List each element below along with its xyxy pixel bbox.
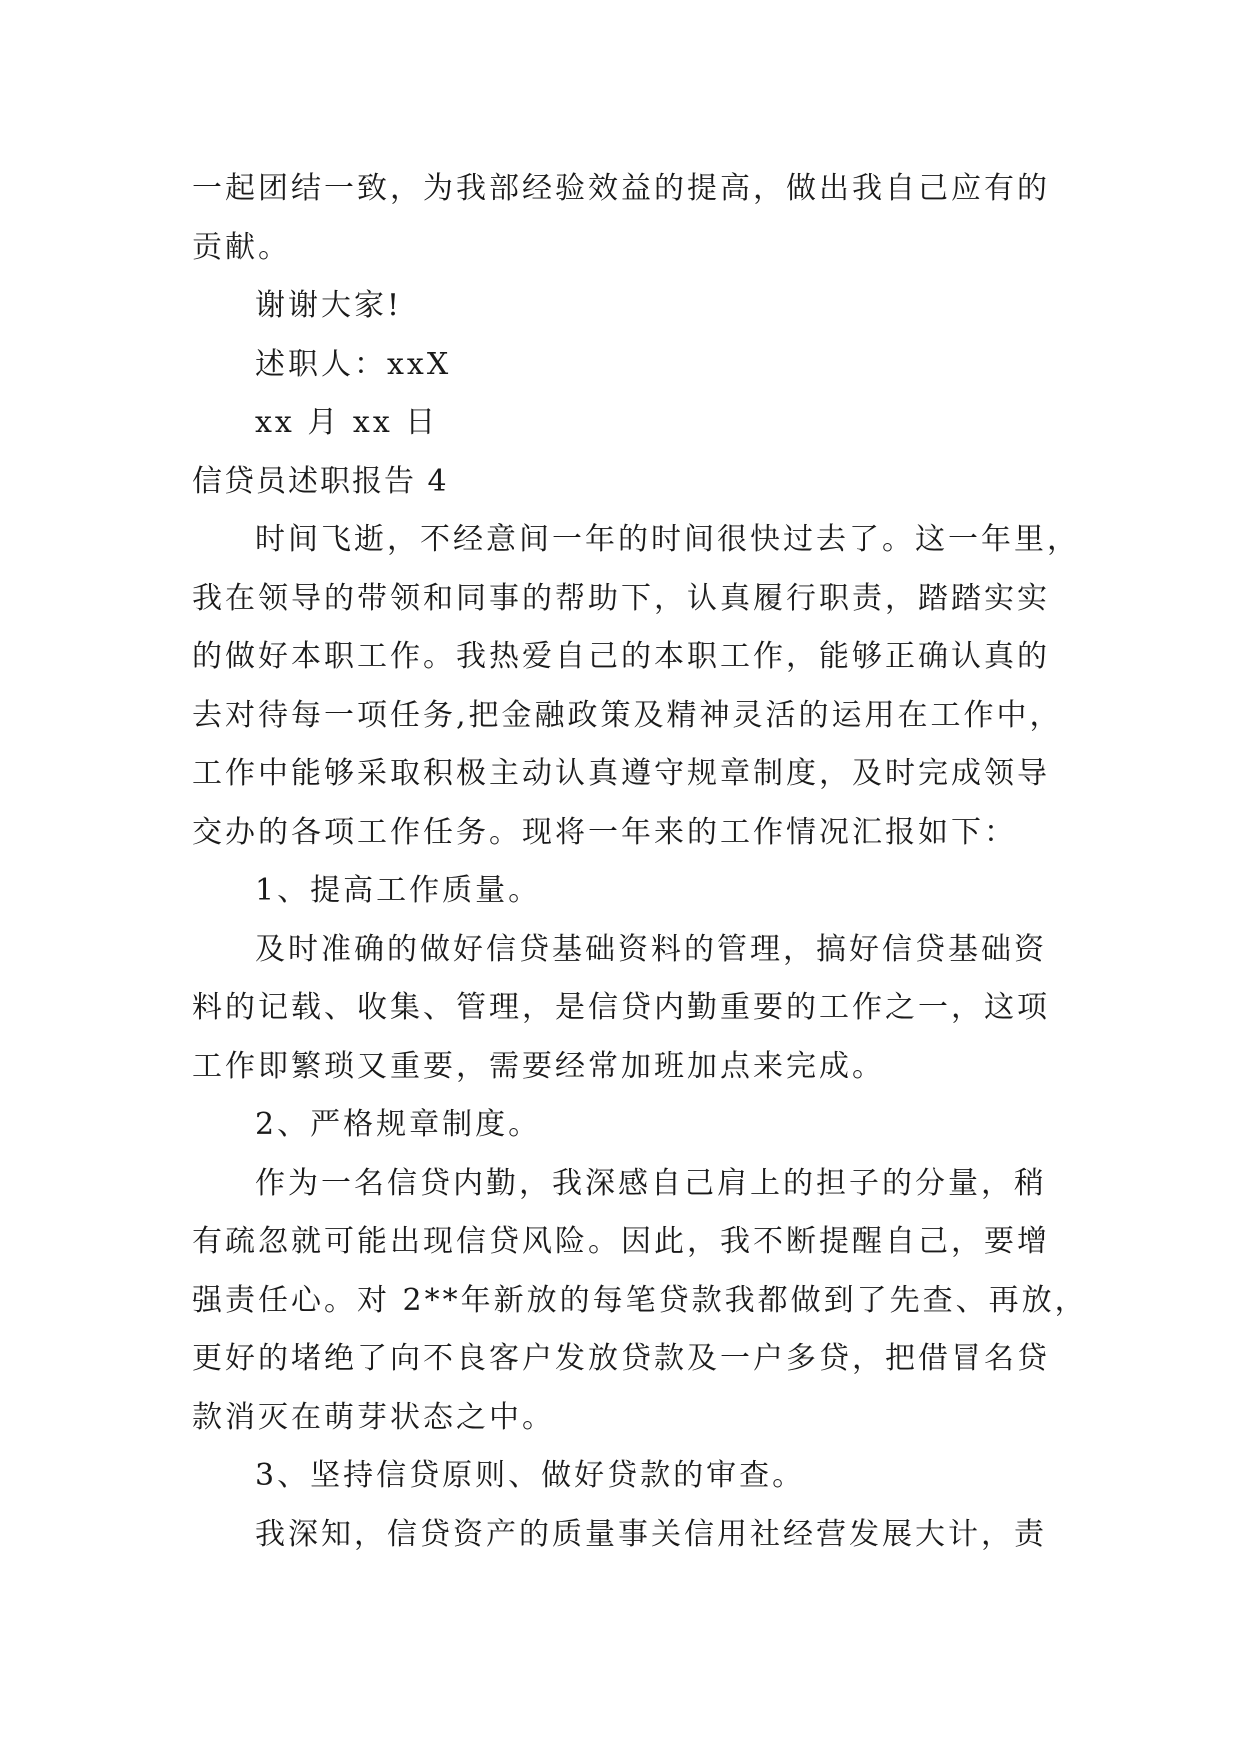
paragraph-line: 贡献。 — [192, 229, 291, 265]
paragraph-line: 款消灭在萌芽状态之中。 — [192, 1399, 555, 1435]
paragraph-line: 时间飞逝，不经意间一年的时间很快过去了。这一年里， — [255, 522, 1080, 557]
paragraph-line: 的做好本职工作。我热爱自己的本职工作，能够正确认真的 — [192, 639, 1050, 674]
section-title: 信贷员述职报告 4 — [192, 463, 449, 499]
paragraph-line: 更好的堵绝了向不良客户发放贷款及一户多贷，把借冒名贷 — [192, 1341, 1050, 1376]
paragraph-line: 及时准确的做好信贷基础资料的管理，搞好信贷基础资 — [255, 931, 1047, 967]
paragraph-line: 我深知，信贷资产的质量事关信用社经营发展大计，责 — [255, 1516, 1047, 1552]
report-date: xx 月 xx 日 — [255, 405, 439, 440]
subheading: 3、坚持信贷原则、做好贷款的审查。 — [255, 1458, 806, 1493]
paragraph-line: 有疏忽就可能出现信贷风险。因此，我不断提醒自己，要增 — [192, 1224, 1050, 1259]
paragraph-line: 交办的各项工作任务。现将一年来的工作情况汇报如下： — [192, 814, 1017, 850]
paragraph-line: 强责任心。对 2**年新放的每笔贷款我都做到了先查、再放， — [192, 1282, 1088, 1318]
paragraph-line: 工作即繁琐又重要，需要经常加班加点来完成。 — [192, 1048, 885, 1084]
reporter-signature: 述职人：xxX — [255, 346, 452, 382]
paragraph-line: 作为一名信贷内勤，我深感自己肩上的担子的分量，稍 — [255, 1165, 1047, 1201]
paragraph-line: 去对待每一项任务,把金融政策及精神灵活的运用在工作中， — [192, 697, 1063, 733]
paragraph-line: 一起团结一致，为我部经验效益的提高，做出我自己应有的 — [192, 171, 1050, 206]
closing-thanks: 谢谢大家! — [255, 288, 403, 323]
paragraph-line: 我在领导的带领和同事的帮助下，认真履行职责，踏踏实实 — [192, 580, 1050, 616]
subheading: 2、严格规章制度。 — [255, 1107, 542, 1142]
subheading: 1、提高工作质量。 — [255, 873, 542, 908]
paragraph-line: 料的记载、收集、管理，是信贷内勤重要的工作之一，这项 — [192, 990, 1050, 1025]
paragraph-line: 工作中能够采取积极主动认真遵守规章制度，及时完成领导 — [192, 756, 1050, 791]
document-body — [192, 160, 1088, 1564]
